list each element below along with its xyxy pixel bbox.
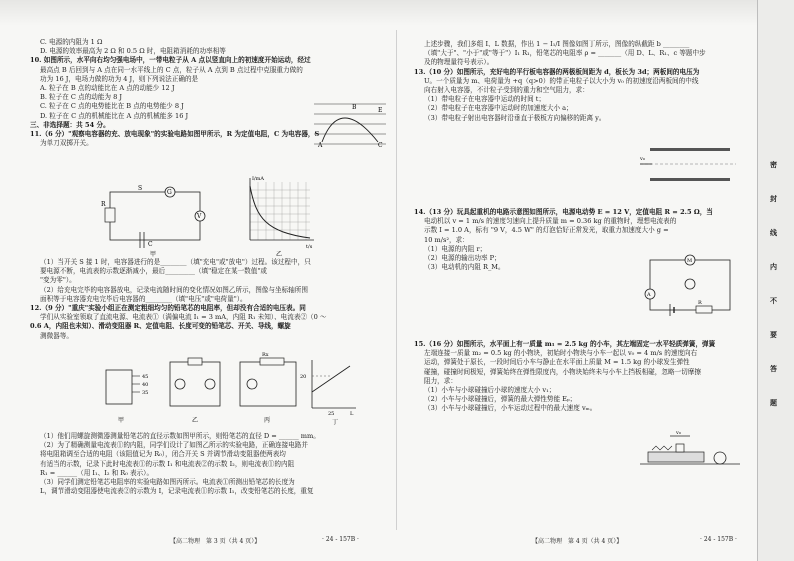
right-column-mid [414,208,713,272]
left-lines-line: 三、非选择题：共 54 分。 [30,120,110,129]
left-text-block-2 [30,258,386,341]
label-v0: v₀ [640,156,645,162]
q11-current-graph [236,172,322,258]
left-lines-c-line: （3）同学们测定铅笔芯电阻率的实验电路如图丙所示。电流表①所测出铅笔芯的长度为 [40,478,295,487]
footer-left-code: · 24 - 157B · [322,536,359,543]
left-lines-c-line: （1）他们用螺旋测微器测量铅笔芯的直径示数如图甲所示，则铅笔芯的直径 D = ______ mm。 [40,432,320,440]
right-lines-b-line: 10 m/s²，求： [424,235,469,244]
right-lines-line: 13.（10 分）如图所示，充好电的平行板电容器的两极板间距为 d，板长为 3d；两板间的电压为 [414,67,700,76]
right-lines-c-line: 左端连接一质量 m₂ = 0.5 kg 的小物块，初始时小物块与小车一起以 v₀ = 4 m/s 的速度向右 [424,349,698,358]
right-lines-c-line: （1）小车与小球碰撞后小球的速度大小 v₁； [424,386,556,395]
right-text-block-3 [414,340,742,414]
graph-axis-L: L [350,411,354,417]
right-lines-b-line: 示数 I = 1.0 A，标有 "9 V，4.5 W" 的灯泡恰好正常发光，取重力加速度大小 g = [424,226,669,235]
page-divider [396,30,397,530]
q15-cart-figure [640,430,740,470]
sidebar-char: 线 [770,228,777,237]
footer-right-code: · 24 - 157B · [700,536,737,543]
seal-line-sidebar [757,0,794,561]
q14-circuit-figure [640,250,740,320]
left-lines-c-line: 将电阻箱调至合适的电阻（该阻值记为 R₀），闭合开关 S 并调节滑动变阻器使两表均 [40,450,286,459]
sidebar-char: 要 [770,330,777,339]
sidebar-char: 答 [770,364,777,373]
q10-trajectory-figure [310,100,390,148]
label-Rx: Rx [262,352,269,358]
left-lines-b-line: "变为零"）。 [40,276,76,285]
left-lines-line: D. 电源的效率最高为 2 Ω 和 0.5 Ω 时，电阻箱消耗的功率相等 [40,47,226,56]
left-lines-b-line: 学们从实验室领取了直流电源、电流表①（满偏电流 I₁ = 3 mA，内阻 R₁ 未知）、电流表②（0 ～ [40,313,327,322]
left-lines-line: 最高点 B 后回到与 A 点在同一水平线上的 C 点，粒子从 A 点到 B 点过程中克服重力做的 [40,65,303,74]
axis-i-ma: I/mA [252,176,265,182]
q13-capacitor-figure [640,140,740,190]
q12-figures [100,348,360,428]
label-E: E [378,107,383,114]
sidebar-char: 密 [770,160,777,169]
left-lines-line: D. 粒子在 C 点的机械能比在 A 点的机械能多 16 J [40,111,189,120]
caption-ding: 丁 [332,419,339,426]
caption-bing: 丙 [264,417,271,424]
label-S: S [138,185,143,192]
left-lines-c-line: R₁ = ______（用 I₁、I₂ 和 R₀ 表示）。 [40,468,154,477]
left-lines-line: C. 粒子在 C 点的电势能比在 B 点的电势能少 8 J [40,102,184,111]
left-lines-line: 10. 如图所示，水平向右均匀强电场中，一带电粒子从 A 点以竖直向上的初速度开始运动，经过 [30,56,311,65]
caption-yi-2: 乙 [192,417,199,424]
right-text-block-1 [414,40,742,123]
right-lines-line: 向右射入电容器，不计粒子受到的重力和空气阻力，求： [424,86,589,95]
right-lines-c-line: 碰撞，碰撞时间极短，弹簧始终在弹性限度内，小物块始终未与小车上挡板相碰，忽略一切摩擦 [424,367,701,376]
scale-35: 35 [142,390,149,396]
left-lines-c-line: 有适当的示数，记录下此时电流表①的示数 I₁ 和电流表②的示数 I₂，则电流表①的内阻 [40,459,295,468]
left-lines-b-line: （1）当开关 S 接 1 时，电容器进行的是________（填"充电"或"放电"）过程。该过程中，只 [40,258,311,266]
footer-left: 【高二物理 第 3 页（共 4 页）】 [170,538,261,545]
right-lines-b-line: （1）电源的内阻 r； [424,244,487,253]
sidebar-char: 不 [770,296,777,305]
left-lines-b-line: 测微器等。 [40,331,73,340]
left-column-bottom [30,432,386,496]
right-lines-c-line: 阻力，求： [424,376,457,385]
right-lines-c-line: （3）小车与小球碰撞后，小车运动过程中的最大速度 vₘ。 [424,404,597,413]
label-B: B [352,104,357,111]
left-column-mid [30,258,386,341]
sidebar-char: 内 [770,262,777,271]
page-top-edge [0,0,794,26]
left-lines-line: 功为 16 J，电场力做的功为 4 J，则下列说法正确的是 [40,74,199,83]
caption-jia: 甲 [150,251,157,258]
right-lines-b-line: 14.（13 分）玩具起重机的电路示意图如图所示，电源电动势 E = 12 V，定值电阻 R = 2.5 Ω，当 [414,208,713,216]
right-lines-line: 及的物理量符号表示）。 [424,58,494,67]
label-A: A [318,142,323,149]
caption-jia-2: 甲 [118,417,125,424]
label-C-cap: C [148,241,153,248]
left-lines-line: B. 粒子在 C 点的动能为 8 J [40,93,123,102]
left-lines-line: 为单刀双掷开关。 [40,139,93,148]
sidebar-char: 封 [770,194,777,203]
label-R: R [101,201,106,208]
right-lines-b-line: （3）电动机的内阻 R_M。 [424,263,505,272]
label-v0-2: v₀ [676,430,681,436]
left-lines-b-line: 要电源不断，电流表的示数逐渐减小，最后_________（填"稳定在某一数值"或 [40,267,267,276]
left-lines-b-line: 0.6 A，内阻也未知）、滑动变阻器 R、定值电阻、长度可变的铅笔芯、开关、导线，螺旋 [30,322,291,331]
right-lines-line: （2）带电粒子在电容器中运动时的加速度大小 a； [424,104,573,113]
right-lines-c-line: 15.（16 分）如图所示，水平面上有一质量 m₁ = 2.5 kg 的小车，其左端固定一水平轻质弹簧，弹簧 [414,340,716,348]
right-lines-c-line: 运动，弹簧处于原长，一段时间后小车与静止在水平面上质量 M = 1.5 kg 的小球发生弹性 [424,358,690,367]
left-text-block-3 [30,432,386,496]
left-lines-c-line: L，调节滑动变阻器使电流表②的示数为 I，记录电流表①的示数 I₁，改变铅笔芯的长度，重复 [40,487,314,496]
right-lines-b-line: 电动机以 v = 1 m/s 的速度匀速向上提升质量 m = 0.36 kg 的重物时，理想电流表的 [424,217,677,226]
label-C: C [378,142,383,149]
right-lines-line: （填"大于"、"小于"或"等于"）I₁ R₁，铅笔芯的电阻率 ρ = _______（用 D、L、R₁、c 等题中步 [424,49,706,58]
motor-M: M [687,258,693,264]
right-lines-line: （3）带电粒子射出电容器时沿垂直于极板方向偏移的距离 y。 [424,113,606,122]
right-column-bottom [414,340,742,414]
right-text-block-2 [414,208,713,272]
axis-t-s: t/s [306,244,313,250]
right-lines-line: （1）带电粒子在电容器中运动的时间 t； [424,95,546,104]
sidebar-char: 题 [770,398,777,407]
left-lines-b-line: （2）给充电完毕的电容器放电，记录电流随时间的变化情况如图乙所示，图像与坐标轴所围 [40,285,308,294]
right-lines-line: U。一个质量为 m、电荷量为 +q（q>0）的带正电粒子以大小为 v₀ 的初速度沿两板间的中线 [424,76,699,85]
left-lines-line: A. 粒子在 B 点的动能比在 A 点的动能少 12 J [40,84,175,93]
left-lines-line: 11.（6 分）"观察电容器的充、放电现象"的实验电路如图甲所示，R 为定值电阻，C 为电容器，S [30,130,320,139]
right-lines-line: 上述步骤，我们多组 I、L 数据，作出 1 − I₁/I 图像如图丁所示，图像的纵截距 b ________ [424,40,690,48]
ammeter-A: A [647,292,651,298]
right-lines-c-line: （2）小车与小球碰撞后，弹簧的最大弹性势能 Eₚ； [424,395,577,404]
left-lines-b-line: 12.（9 分）"重庆"实验小组正在测定粗细均匀的铅笔芯的电阻率，但却没有合适的电压表。同 [30,304,306,313]
right-lines-b-line: （2）电源的输出功率 P； [424,254,501,263]
scale-45: 45 [142,374,149,380]
voltmeter-V: V [197,213,202,220]
left-lines-b-line: 面积等于电容器充电完毕后电容器的________（填"电压"或"电荷量"）。 [40,294,247,303]
footer-right: 【高二物理 第 4 页（共 4 页）】 [532,538,623,545]
graph-25: 25 [328,411,335,417]
scale-40: 40 [142,382,149,388]
left-lines-line: C. 电源的内阻为 1 Ω [40,38,103,46]
left-lines-c-line: （2）为了精确测量电流表①的内阻，同学们设计了如图乙所示的实验电路，正确连接电路并 [40,441,308,450]
caption-yi: 乙 [276,251,283,258]
galvanometer-G: G [167,189,172,196]
right-column [414,40,742,123]
graph-20: 20 [300,374,307,380]
label-R-2: R [698,300,702,306]
